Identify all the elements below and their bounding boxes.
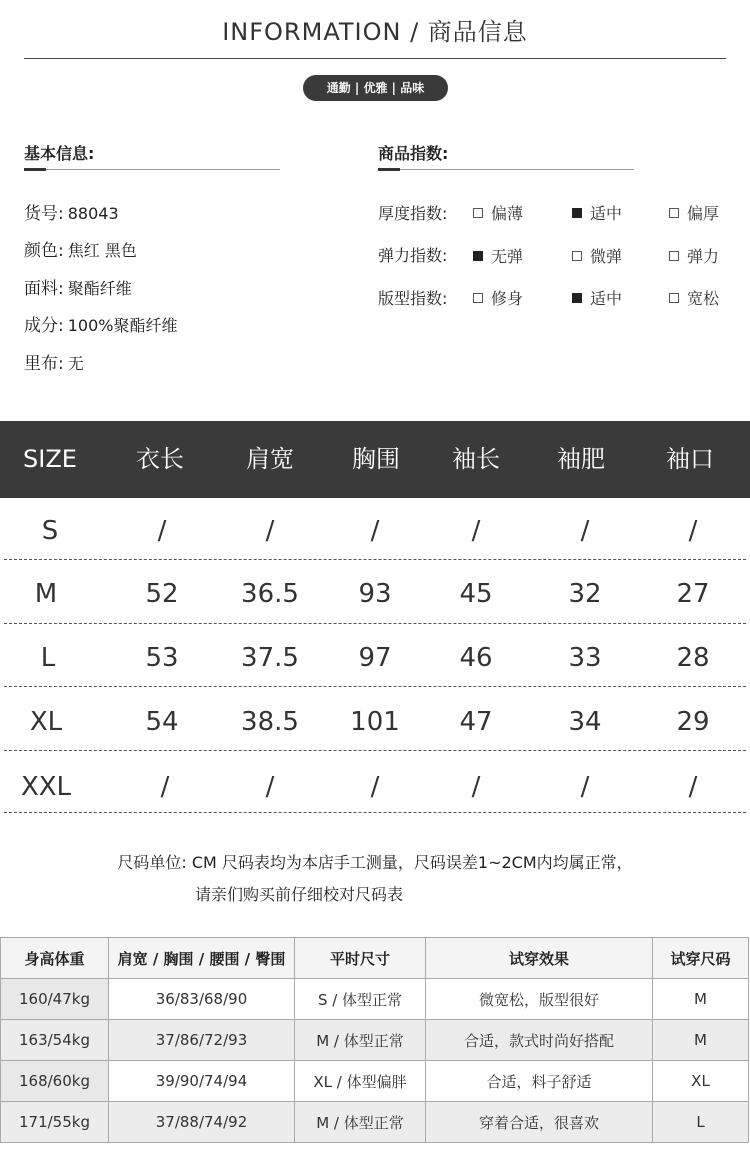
size-cell: 36.5: [241, 579, 299, 609]
info-value: 无: [67, 354, 84, 373]
info-label: 货号:: [24, 204, 64, 224]
option-slight-stretch: [572, 244, 622, 267]
option-label: 适中: [590, 204, 623, 223]
table-cell: M: [653, 979, 749, 1020]
row-divider: [4, 559, 746, 560]
table-cell: 171/55kg: [1, 1102, 109, 1143]
try-header-height-weight: 身高体重: [1, 938, 109, 979]
option-label: 弹力: [687, 247, 720, 266]
option-label: 修身: [491, 289, 524, 308]
info-label: 里布:: [24, 354, 64, 374]
checkbox-unchecked-icon: [473, 208, 483, 218]
size-cell: 28: [676, 643, 710, 673]
size-cell: 46: [459, 643, 493, 673]
info-item-sku: [24, 199, 119, 224]
size-cell: /: [688, 516, 698, 546]
checkbox-checked-icon: [572, 293, 582, 303]
size-cell: /: [160, 772, 170, 802]
option-no-stretch: [473, 244, 523, 267]
size-cell: S: [41, 516, 59, 546]
index-label-stretch: 弹力指数:: [378, 246, 448, 265]
option-slim: [473, 286, 523, 309]
try-on-header-row: [1, 938, 749, 979]
size-header-cuff: 袖口: [666, 445, 714, 473]
size-cell: /: [580, 772, 590, 802]
size-row-xxl: [0, 755, 750, 819]
table-cell: M / 体型正常: [295, 1020, 426, 1061]
size-cell: /: [370, 516, 380, 546]
info-value: 88043: [67, 204, 119, 223]
size-header-chest: 胸围: [352, 445, 400, 473]
table-cell: XL: [653, 1061, 749, 1102]
try-on-table: [0, 937, 749, 1143]
size-cell: 97: [358, 643, 392, 673]
size-cell: XXL: [20, 772, 72, 802]
option-thin: [473, 201, 523, 224]
size-note: 尺码单位: CM 尺码表均为本店手工测量，尺码误差1~2CM内均属正常，: [117, 853, 633, 872]
size-cell: 52: [145, 579, 179, 609]
size-cell: /: [471, 516, 481, 546]
size-cell: /: [580, 516, 590, 546]
index-label-fit: 版型指数:: [378, 289, 448, 308]
table-cell: XL / 体型偏胖: [295, 1061, 426, 1102]
basic-info-heading: 基本信息:: [24, 144, 95, 163]
size-cell: M: [34, 579, 58, 609]
table-row: [1, 1102, 749, 1143]
option-label: 偏厚: [687, 204, 720, 223]
table-row: [1, 1061, 749, 1102]
table-cell: 37/86/72/93: [109, 1020, 295, 1061]
size-note-secondary: 请亲们购买前仔细校对尺码表: [195, 885, 404, 904]
info-value: 100%聚酯纤维: [67, 316, 178, 335]
tagline-badge: 通勤 | 优雅 | 品味: [303, 75, 448, 101]
size-row-xl: [0, 690, 750, 754]
option-label: 适中: [590, 289, 623, 308]
info-item-fabric: [24, 274, 132, 299]
basic-info-rule: [24, 169, 280, 170]
table-cell: 160/47kg: [1, 979, 109, 1020]
size-cell: /: [157, 516, 167, 546]
checkbox-unchecked-icon: [669, 293, 679, 303]
page-title: INFORMATION / 商品信息: [222, 18, 528, 46]
size-cell: 29: [676, 707, 710, 737]
try-header-usual-size: 平时尺寸: [295, 938, 426, 979]
checkbox-unchecked-icon: [473, 293, 483, 303]
info-value: 聚酯纤维: [67, 279, 132, 298]
option-stretch: [669, 244, 719, 267]
info-item-color: [24, 236, 137, 261]
info-label: 成分:: [24, 316, 64, 336]
size-header-length: 衣长: [136, 445, 184, 473]
info-value: 焦红 黑色: [67, 241, 137, 260]
size-cell: 34: [568, 707, 602, 737]
try-header-tried-size: 试穿尺码: [653, 938, 749, 979]
table-cell: S / 体型正常: [295, 979, 426, 1020]
size-cell: /: [265, 516, 275, 546]
info-label: 颜色:: [24, 241, 64, 261]
table-cell: 39/90/74/94: [109, 1061, 295, 1102]
size-cell: L: [40, 643, 56, 673]
table-cell: M / 体型正常: [295, 1102, 426, 1143]
option-label: 宽松: [687, 289, 720, 308]
info-item-lining: [24, 349, 84, 374]
table-row: [1, 1020, 749, 1061]
size-cell: 45: [459, 579, 493, 609]
row-divider: [4, 686, 746, 687]
option-thick: [669, 201, 719, 224]
table-cell: M: [653, 1020, 749, 1061]
size-cell: /: [370, 772, 380, 802]
size-header-sleeve-length: 袖长: [452, 445, 500, 473]
size-cell: 38.5: [241, 707, 299, 737]
basic-info-rule-accent: [24, 168, 46, 171]
option-regular: [572, 286, 622, 309]
option-label: 微弹: [590, 247, 623, 266]
size-cell: 47: [459, 707, 493, 737]
row-divider: [4, 623, 746, 624]
table-cell: 163/54kg: [1, 1020, 109, 1061]
size-cell: 53: [145, 643, 179, 673]
checkbox-unchecked-icon: [669, 208, 679, 218]
size-header-shoulder: 肩宽: [246, 445, 294, 473]
option-medium: [572, 201, 622, 224]
size-cell: /: [265, 772, 275, 802]
title-divider: [24, 58, 726, 59]
size-header-sleeve-width: 袖肥: [557, 445, 605, 473]
size-header-size: SIZE: [23, 445, 77, 473]
size-row-s: [0, 499, 750, 563]
checkbox-unchecked-icon: [572, 251, 582, 261]
option-label: 偏薄: [491, 204, 524, 223]
index-label-thickness: 厚度指数:: [378, 204, 448, 223]
size-cell: /: [688, 772, 698, 802]
size-cell: 37.5: [241, 643, 299, 673]
try-header-measurements: 肩宽 / 胸围 / 腰围 / 臀围: [109, 938, 295, 979]
try-header-effect: 试穿效果: [426, 938, 653, 979]
table-cell: 穿着合适，很喜欢: [426, 1102, 653, 1143]
size-cell: 32: [568, 579, 602, 609]
product-index-rule: [378, 169, 634, 170]
size-cell: 54: [145, 707, 179, 737]
size-row-l: [0, 626, 750, 690]
size-cell: 93: [358, 579, 392, 609]
size-cell: 101: [350, 707, 400, 737]
product-index-rule-accent: [378, 168, 400, 171]
size-table-header: [0, 421, 750, 498]
table-row: [1, 979, 749, 1020]
info-label: 面料:: [24, 279, 64, 299]
size-row-m: [0, 562, 750, 626]
size-cell: 27: [676, 579, 710, 609]
table-cell: 合适，款式时尚好搭配: [426, 1020, 653, 1061]
table-cell: 36/83/68/90: [109, 979, 295, 1020]
table-cell: 168/60kg: [1, 1061, 109, 1102]
info-item-composition: [24, 311, 177, 336]
table-cell: 37/88/74/92: [109, 1102, 295, 1143]
size-cell: XL: [29, 707, 63, 737]
size-cell: 33: [568, 643, 602, 673]
checkbox-checked-icon: [572, 208, 582, 218]
option-loose: [669, 286, 719, 309]
row-divider: [4, 812, 746, 813]
checkbox-checked-icon: [473, 251, 483, 261]
option-label: 无弹: [491, 247, 524, 266]
table-cell: L: [653, 1102, 749, 1143]
table-cell: 微宽松，版型很好: [426, 979, 653, 1020]
table-cell: 合适，料子舒适: [426, 1061, 653, 1102]
checkbox-unchecked-icon: [669, 251, 679, 261]
product-index-heading: 商品指数:: [378, 144, 449, 163]
row-divider: [4, 750, 746, 751]
size-cell: /: [471, 772, 481, 802]
